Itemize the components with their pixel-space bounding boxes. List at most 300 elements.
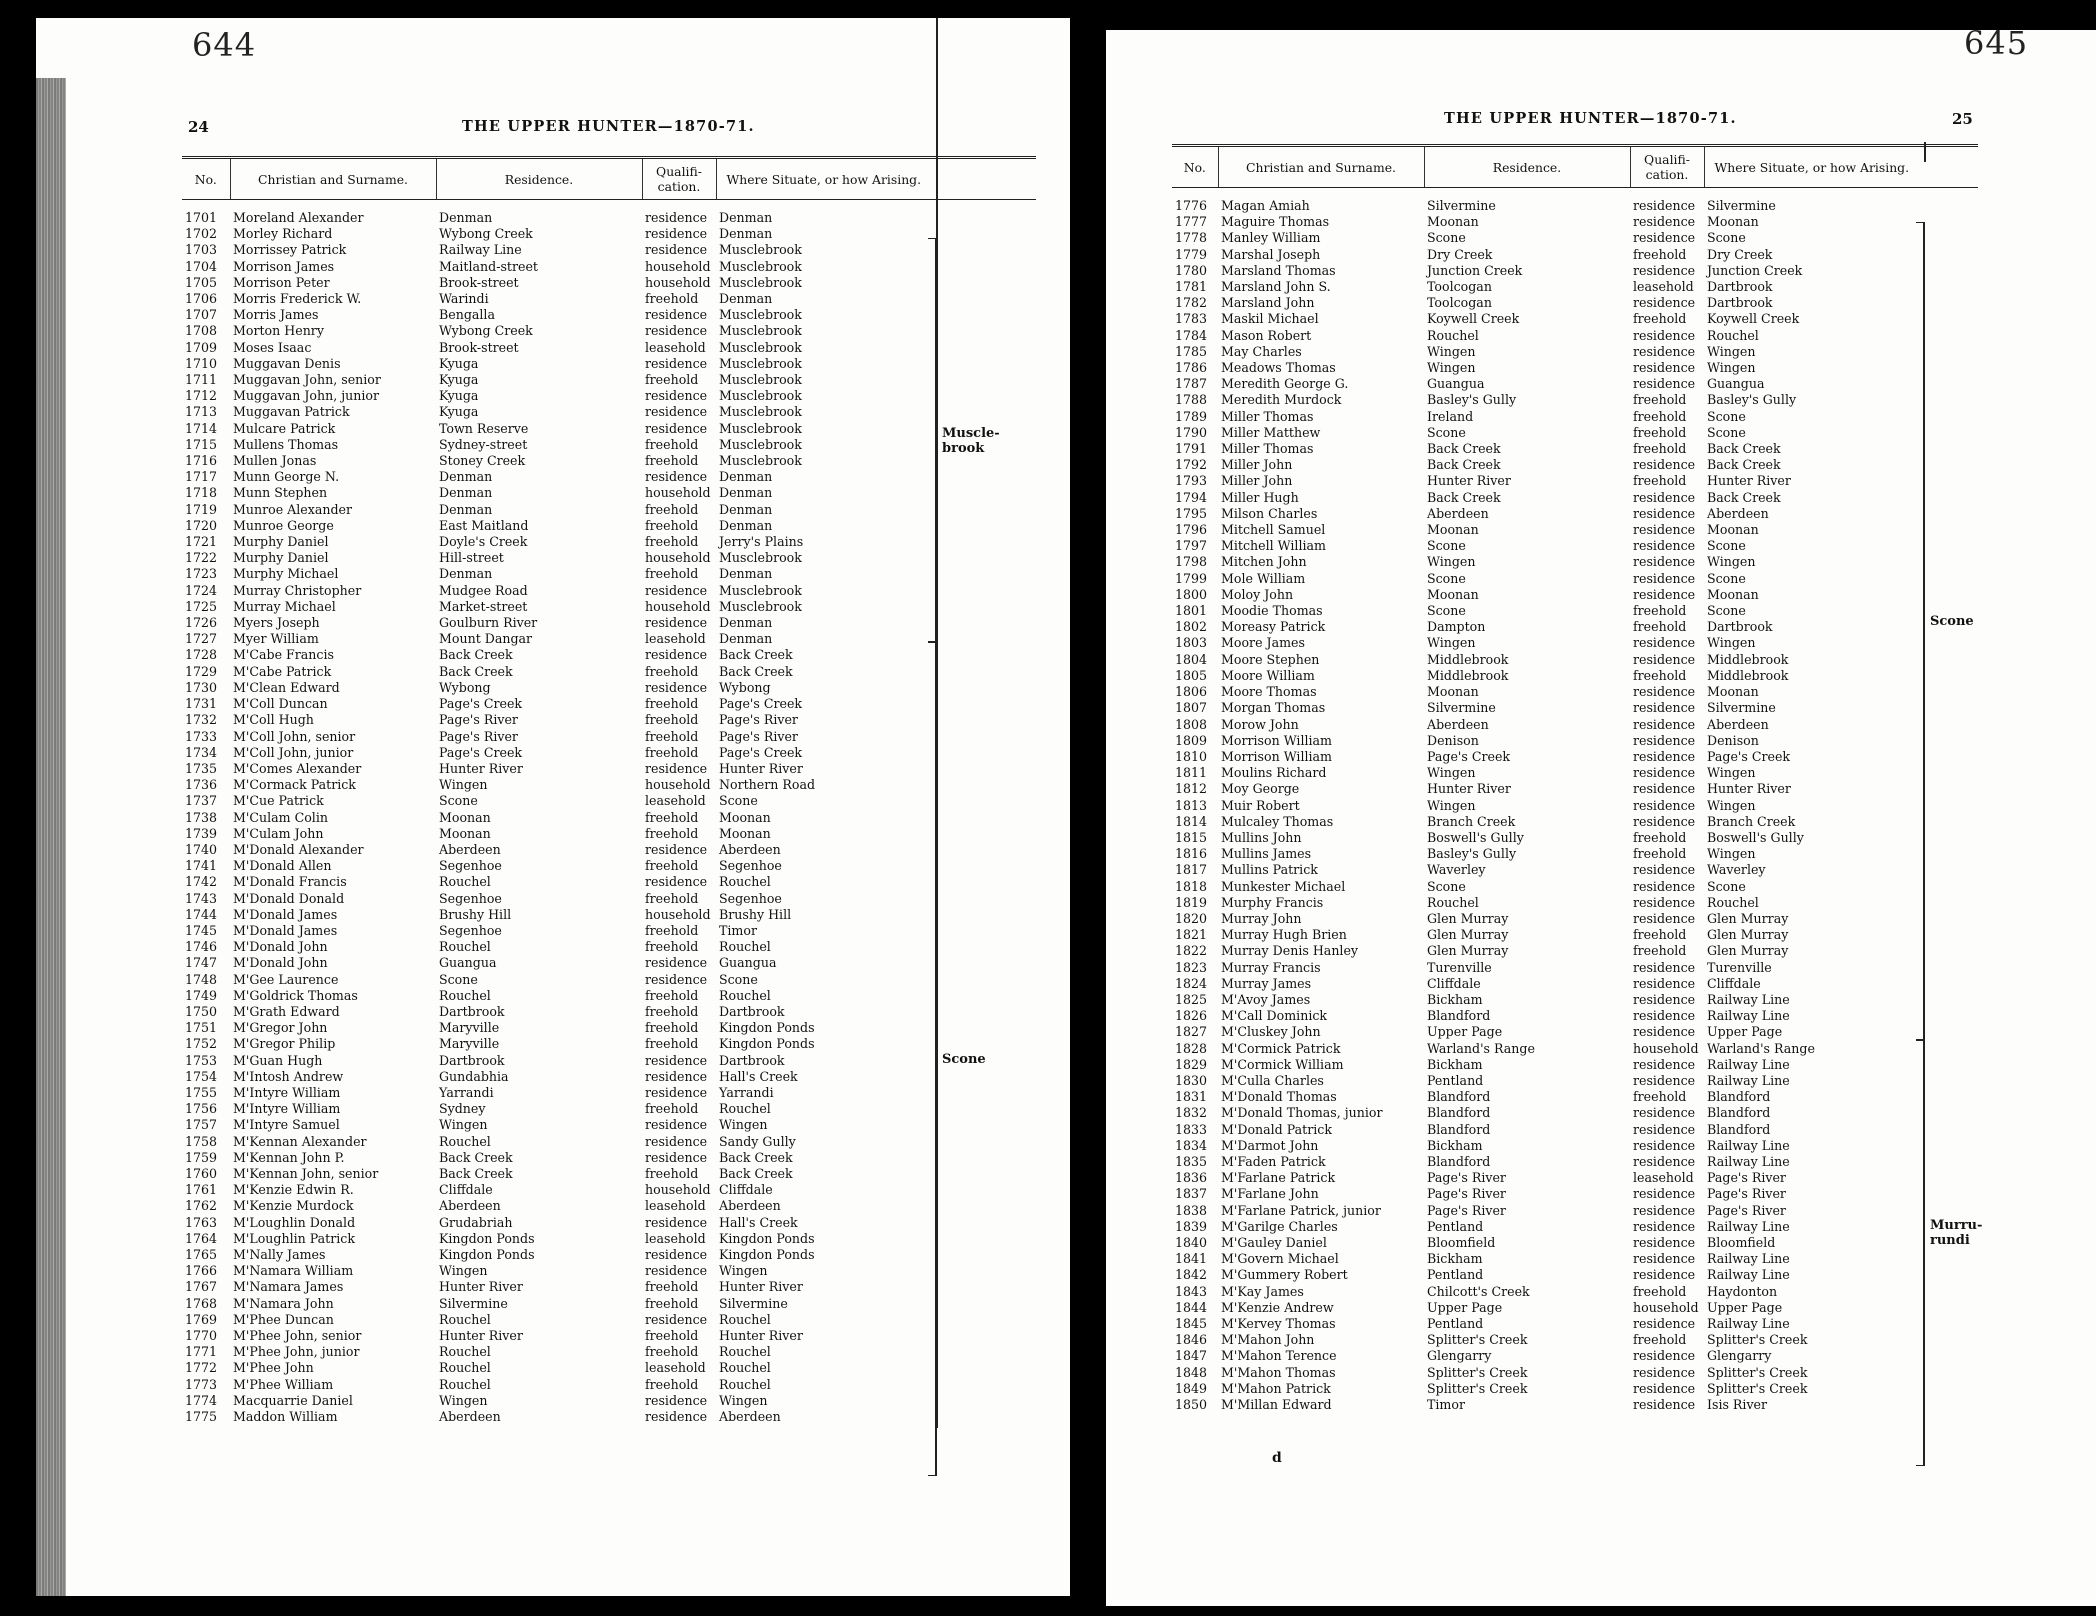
register-row	[182, 826, 1036, 842]
running-head: THE UPPER HUNTER—1870-71.	[462, 118, 755, 135]
elector-qualification: freehold	[1633, 408, 1687, 424]
elector-number: 1770	[185, 1328, 218, 1344]
elector-qualification: residence	[645, 210, 708, 225]
elector-qualification: residence	[1633, 554, 1696, 570]
register-row	[182, 1344, 1036, 1360]
elector-residence: Page's River	[439, 712, 518, 728]
elector-where-situate: Jerry's Plains	[719, 534, 804, 550]
elector-name: Morow John	[1221, 716, 1299, 732]
elector-where-situate: Musclebrook	[719, 242, 802, 258]
elector-number: 1814	[1175, 813, 1208, 829]
elector-where-situate: Denman	[719, 501, 773, 517]
elector-residence: Scone	[1427, 878, 1466, 894]
elector-residence: Blandford	[1427, 1008, 1491, 1024]
elector-number: 1823	[1175, 959, 1208, 975]
elector-residence: Hunter River	[1427, 473, 1511, 489]
elector-qualification: residence	[645, 1149, 708, 1165]
elector-residence: Moonan	[1427, 522, 1479, 538]
elector-where-situate: Sandy Gully	[719, 1133, 796, 1149]
elector-number: 1754	[185, 1068, 218, 1084]
register-row	[1172, 409, 1978, 425]
elector-where-situate: Moonan	[1707, 214, 1759, 230]
elector-residence: Aberdeen	[439, 1409, 501, 1425]
elector-name: M'Kenzie Andrew	[1221, 1299, 1334, 1315]
elector-where-situate: Rouchel	[1707, 327, 1759, 343]
elector-where-situate: Musclebrook	[719, 372, 802, 388]
elector-qualification: residence	[1633, 894, 1696, 910]
polling-bracket	[1916, 1040, 1925, 1466]
elector-qualification: residence	[1633, 1121, 1696, 1137]
elector-residence: Wingen	[439, 777, 488, 793]
register-row	[1172, 473, 1978, 489]
elector-name: M'Donald Thomas	[1221, 1089, 1337, 1105]
register-row	[1172, 1284, 1978, 1300]
elector-qualification: freehold	[645, 1165, 699, 1181]
register-row	[1172, 862, 1978, 878]
elector-qualification: freehold	[1633, 943, 1687, 959]
register-row	[182, 1231, 1036, 1247]
elector-qualification: residence	[1633, 716, 1696, 732]
register-row	[1172, 652, 1978, 668]
elector-qualification: residence	[645, 1214, 708, 1230]
elector-number: 1839	[1175, 1218, 1208, 1234]
elector-qualification: freehold	[1633, 619, 1687, 635]
elector-residence: Bickham	[1427, 991, 1483, 1007]
elector-residence: Page's Creek	[439, 744, 523, 760]
elector-qualification: freehold	[645, 712, 699, 728]
elector-where-situate: Rouchel	[1707, 894, 1759, 910]
elector-where-situate: Page's Creek	[719, 696, 803, 712]
elector-number: 1795	[1175, 505, 1208, 521]
elector-residence: Wingen	[1427, 360, 1476, 376]
elector-name: M'Avoy James	[1221, 991, 1311, 1007]
elector-name: M'Gummery Robert	[1221, 1267, 1348, 1283]
elector-qualification: residence	[1633, 360, 1696, 376]
elector-residence: Warindi	[439, 291, 489, 307]
elector-name: M'Loughlin Donald	[233, 1214, 356, 1230]
elector-name: Milson Charles	[1221, 505, 1318, 521]
register-row	[182, 1393, 1036, 1409]
register-row	[1172, 538, 1978, 554]
elector-name: M'Mahon Thomas	[1221, 1364, 1336, 1380]
register-row	[1172, 1089, 1978, 1105]
elector-qualification: residence	[1633, 327, 1696, 343]
register-row	[182, 356, 1036, 372]
register-row	[182, 680, 1036, 696]
elector-where-situate: Yarrandi	[719, 1084, 774, 1100]
elector-residence: Page's Creek	[1427, 748, 1511, 764]
elector-name: Morrison William	[1221, 748, 1332, 764]
elector-name: Miller Thomas	[1221, 408, 1314, 424]
elector-residence: Hill-street	[439, 550, 504, 566]
elector-residence: Warland's Range	[1427, 1040, 1535, 1056]
elector-qualification: residence	[645, 1052, 708, 1068]
elector-name: M'Kay James	[1221, 1283, 1304, 1299]
elector-residence: Dampton	[1427, 619, 1486, 635]
elector-name: Murphy Michael	[233, 566, 339, 582]
elector-where-situate: Railway Line	[1707, 1251, 1790, 1267]
elector-qualification: residence	[645, 226, 708, 242]
elector-where-situate: Hall's Creek	[719, 1068, 798, 1084]
elector-number: 1831	[1175, 1089, 1208, 1105]
elector-where-situate: Dry Creek	[1707, 246, 1773, 262]
elector-name: M'Farlane Patrick	[1221, 1170, 1336, 1186]
elector-qualification: residence	[645, 760, 708, 776]
register-row	[182, 372, 1036, 388]
register-row	[1172, 1073, 1978, 1089]
page-number: 25	[1952, 110, 1973, 128]
elector-qualification: residence	[645, 615, 708, 631]
elector-number: 1837	[1175, 1186, 1208, 1202]
elector-name: M'Farlane Patrick, junior	[1221, 1202, 1381, 1218]
elector-residence: Scone	[1427, 424, 1466, 440]
register-row	[1172, 1203, 1978, 1219]
col-header-residence: Residence.	[436, 158, 642, 200]
register-row	[182, 1117, 1036, 1133]
elector-where-situate: Kingdon Ponds	[719, 1036, 815, 1052]
elector-residence: Blandford	[1427, 1105, 1491, 1121]
register-row	[182, 842, 1036, 858]
elector-where-situate: Page's River	[1707, 1170, 1786, 1186]
elector-name: M'Coll Hugh	[233, 712, 314, 728]
elector-residence: Goulburn River	[439, 615, 538, 631]
elector-residence: Glengarry	[1427, 1348, 1492, 1364]
elector-residence: Moonan	[1427, 684, 1479, 700]
elector-qualification: leasehold	[1633, 1170, 1694, 1186]
elector-where-situate: Middlebrook	[1707, 667, 1789, 683]
register-row	[182, 485, 1036, 501]
elector-residence: Hunter River	[439, 1279, 523, 1295]
elector-number: 1845	[1175, 1316, 1208, 1332]
elector-qualification: residence	[1633, 1397, 1696, 1413]
register-row	[182, 858, 1036, 874]
elector-where-situate: Brushy Hill	[719, 906, 792, 922]
elector-residence: Wingen	[1427, 554, 1476, 570]
register-row	[1172, 1365, 1978, 1381]
elector-qualification: freehold	[645, 517, 699, 533]
elector-qualification: residence	[645, 1133, 708, 1149]
elector-where-situate: Glengarry	[1707, 1348, 1772, 1364]
elector-number: 1743	[185, 890, 218, 906]
elector-where-situate: Warland's Range	[1707, 1040, 1815, 1056]
elector-residence: Brook-street	[439, 339, 519, 355]
elector-number: 1749	[185, 987, 218, 1003]
elector-qualification: freehold	[1633, 1089, 1687, 1105]
elector-residence: Aberdeen	[439, 841, 501, 857]
register-row	[182, 647, 1036, 663]
register-row	[182, 583, 1036, 599]
elector-number: 1821	[1175, 927, 1208, 943]
elector-where-situate: Wingen	[1707, 554, 1756, 570]
elector-residence: Scone	[1427, 603, 1466, 619]
elector-residence: Upper Page	[1427, 1024, 1503, 1040]
elector-qualification: freehold	[1633, 927, 1687, 943]
elector-name: Marsland John	[1221, 295, 1315, 311]
register-row	[1172, 1332, 1978, 1348]
elector-number: 1739	[185, 825, 218, 841]
elector-where-situate: Guangua	[719, 955, 777, 971]
register-row	[182, 745, 1036, 761]
elector-where-situate: Rouchel	[719, 1311, 771, 1327]
elector-residence: Moonan	[1427, 214, 1479, 230]
elector-where-situate: Basley's Gully	[1707, 392, 1797, 408]
elector-qualification: household	[645, 906, 711, 922]
elector-residence: Rouchel	[1427, 894, 1479, 910]
elector-qualification: freehold	[1633, 246, 1687, 262]
elector-where-situate: Bloomfield	[1707, 1235, 1776, 1250]
elector-where-situate: Denman	[719, 210, 773, 225]
elector-where-situate: Cliffdale	[1707, 975, 1761, 991]
elector-number: 1715	[185, 436, 218, 452]
register-row	[182, 712, 1036, 728]
elector-residence: Rouchel	[439, 939, 491, 955]
elector-residence: Wingen	[439, 1263, 488, 1279]
elector-residence: Wingen	[439, 1392, 488, 1408]
elector-residence: Splitter's Creek	[1427, 1332, 1528, 1348]
elector-name: M'Intyre William	[233, 1084, 341, 1100]
register-row	[1172, 1008, 1978, 1024]
elector-qualification: freehold	[645, 1036, 699, 1052]
elector-name: Moore Thomas	[1221, 684, 1317, 700]
elector-where-situate: Wingen	[1707, 797, 1756, 813]
elector-number: 1834	[1175, 1137, 1208, 1153]
register-row	[1172, 717, 1978, 733]
elector-number: 1706	[185, 291, 218, 307]
elector-qualification: residence	[1633, 1202, 1696, 1218]
elector-name: Morley Richard	[233, 226, 333, 242]
elector-name: M'Call Dominick	[1221, 1008, 1328, 1024]
elector-name: Murphy Daniel	[233, 534, 329, 550]
elector-qualification: residence	[1633, 343, 1696, 359]
register-row	[182, 631, 1036, 647]
elector-qualification: freehold	[1633, 424, 1687, 440]
col-header-residence: Residence.	[1424, 146, 1630, 188]
elector-residence: Moonan	[439, 809, 491, 825]
elector-name: Murray Hugh Brien	[1221, 927, 1347, 943]
elector-number: 1830	[1175, 1072, 1208, 1088]
elector-where-situate: Railway Line	[1707, 1137, 1790, 1153]
elector-name: M'Goldrick Thomas	[233, 987, 358, 1003]
register-row	[182, 1312, 1036, 1328]
elector-number: 1728	[185, 647, 218, 663]
elector-where-situate: Hunter River	[719, 1279, 803, 1295]
register-row	[1172, 960, 1978, 976]
elector-where-situate: Moonan	[1707, 522, 1759, 538]
elector-number: 1786	[1175, 360, 1208, 376]
elector-qualification: residence	[1633, 1105, 1696, 1121]
elector-where-situate: Wingen	[719, 1263, 768, 1279]
elector-where-situate: Wingen	[719, 1392, 768, 1408]
register-row	[182, 1409, 1036, 1425]
elector-where-situate: Cliffdale	[719, 1182, 773, 1198]
register-row	[182, 599, 1036, 615]
elector-residence: Middlebrook	[1427, 651, 1509, 667]
elector-qualification: residence	[1633, 878, 1696, 894]
elector-where-situate: Boswell's Gully	[1707, 829, 1804, 845]
elector-name: Morrison William	[1221, 732, 1332, 748]
elector-residence: Gundabhia	[439, 1068, 509, 1084]
elector-number: 1796	[1175, 522, 1208, 538]
elector-name: M'Culam John	[233, 825, 324, 841]
elector-residence: Pentland	[1427, 1072, 1484, 1088]
binding-edge	[36, 78, 66, 1596]
elector-name: Miller John	[1221, 457, 1293, 473]
register-row	[182, 664, 1036, 680]
register-row	[1172, 425, 1978, 441]
elector-number: 1844	[1175, 1299, 1208, 1315]
elector-where-situate: Denman	[719, 485, 773, 501]
elector-qualification: residence	[1633, 1348, 1696, 1364]
elector-residence: Brook-street	[439, 274, 519, 290]
elector-name: Miller Thomas	[1221, 441, 1314, 457]
elector-where-situate: Segenhoe	[719, 890, 782, 906]
register-row	[1172, 279, 1978, 295]
elector-name: M'Mahon John	[1221, 1332, 1315, 1348]
elector-name: M'Culam Colin	[233, 809, 328, 825]
elector-residence: Denman	[439, 501, 493, 517]
elector-name: Morrison James	[233, 258, 335, 274]
register-row	[1172, 247, 1978, 263]
elector-number: 1750	[185, 1003, 218, 1019]
elector-where-situate: Segenhoe	[719, 858, 782, 874]
elector-where-situate: Musclebrook	[719, 339, 802, 355]
elector-residence: Pentland	[1427, 1218, 1484, 1234]
elector-residence: Back Creek	[439, 647, 513, 663]
elector-residence: Guangua	[1427, 376, 1485, 392]
elector-number: 1734	[185, 744, 218, 760]
elector-name: Murray Denis Hanley	[1221, 943, 1359, 959]
register-row	[1172, 879, 1978, 895]
elector-where-situate: Silvermine	[1707, 198, 1776, 213]
elector-qualification: residence	[1633, 230, 1696, 246]
register-row	[1172, 684, 1978, 700]
elector-name: Maskil Michael	[1221, 311, 1319, 327]
elector-residence: Wingen	[1427, 765, 1476, 781]
elector-name: Murray Francis	[1221, 959, 1321, 975]
elector-name: Morrison Peter	[233, 274, 330, 290]
elector-name: Murray Michael	[233, 598, 336, 614]
register-row	[182, 1328, 1036, 1344]
elector-qualification: freehold	[1633, 603, 1687, 619]
elector-qualification: residence	[645, 1392, 708, 1408]
elector-number: 1794	[1175, 489, 1208, 505]
elector-name: M'Phee John	[233, 1360, 314, 1376]
elector-where-situate: Aberdeen	[1707, 716, 1769, 732]
elector-qualification: residence	[1633, 1008, 1696, 1024]
elector-number: 1740	[185, 841, 218, 857]
elector-qualification: freehold	[645, 663, 699, 679]
elector-where-situate: Denman	[719, 517, 773, 533]
elector-qualification: leasehold	[645, 793, 706, 809]
elector-residence: Pentland	[1427, 1316, 1484, 1332]
elector-name: Macquarrie Daniel	[233, 1392, 353, 1408]
register-row	[1172, 587, 1978, 603]
elector-where-situate: Hunter River	[1707, 781, 1791, 797]
elector-name: Myers Joseph	[233, 615, 320, 631]
elector-residence: Page's River	[1427, 1170, 1506, 1186]
elector-name: M'Comes Alexander	[233, 760, 362, 776]
elector-qualification: residence	[1633, 991, 1696, 1007]
elector-where-situate: Glen Murray	[1707, 927, 1789, 943]
elector-number: 1732	[185, 712, 218, 728]
elector-residence: Denman	[439, 485, 493, 501]
elector-number: 1718	[185, 485, 218, 501]
elector-residence: Ireland	[1427, 408, 1474, 424]
elector-residence: Maryville	[439, 1020, 500, 1036]
elector-where-situate: Junction Creek	[1707, 262, 1803, 278]
register-row	[1172, 749, 1978, 765]
elector-residence: Toolcogan	[1427, 279, 1492, 295]
folio-number: 645	[1964, 30, 2029, 62]
elector-number: 1773	[185, 1376, 218, 1392]
elector-name: Murphy Daniel	[233, 550, 329, 566]
elector-number: 1711	[185, 372, 218, 388]
col-header-name: Christian and Surname.	[230, 158, 436, 200]
elector-where-situate: Upper Page	[1707, 1024, 1783, 1040]
register-row	[182, 972, 1036, 988]
elector-qualification: residence	[1633, 748, 1696, 764]
elector-where-situate: Scone	[1707, 408, 1746, 424]
register-row	[1172, 1316, 1978, 1332]
register-row	[1172, 506, 1978, 522]
elector-name: Moore James	[1221, 635, 1305, 651]
register-row	[182, 1247, 1036, 1263]
elector-name: M'Cue Patrick	[233, 793, 324, 809]
elector-where-situate: Back Creek	[719, 1149, 793, 1165]
elector-qualification: freehold	[645, 696, 699, 712]
elector-where-situate: Musclebrook	[719, 598, 802, 614]
signature-mark: d	[1272, 1450, 1282, 1466]
elector-qualification: residence	[1633, 457, 1696, 473]
elector-name: M'Mahon Terence	[1221, 1348, 1337, 1364]
elector-residence: Segenhoe	[439, 922, 502, 938]
elector-where-situate: Musclebrook	[719, 436, 802, 452]
register-row	[182, 1198, 1036, 1214]
elector-residence: Kingdon Ponds	[439, 1230, 535, 1246]
elector-number: 1826	[1175, 1008, 1208, 1024]
elector-number: 1804	[1175, 651, 1208, 667]
register-row	[182, 1360, 1036, 1376]
elector-name: Myer William	[233, 631, 319, 647]
elector-where-situate: Denman	[719, 631, 773, 647]
elector-qualification: freehold	[645, 436, 699, 452]
elector-name: M'Cormick William	[1221, 1056, 1344, 1072]
elector-name: Mullins James	[1221, 846, 1312, 862]
elector-qualification: freehold	[645, 1376, 699, 1392]
elector-number: 1710	[185, 355, 218, 371]
elector-residence: Kyuga	[439, 372, 479, 388]
elector-qualification: residence	[645, 404, 708, 420]
elector-where-situate: Aberdeen	[719, 1409, 781, 1425]
elector-qualification: residence	[1633, 1024, 1696, 1040]
elector-qualification: residence	[1633, 214, 1696, 230]
elector-number: 1817	[1175, 862, 1208, 878]
elector-where-situate: Kingdon Ponds	[719, 1247, 815, 1262]
elector-where-situate: Northern Road	[719, 777, 816, 793]
elector-number: 1701	[185, 210, 218, 225]
register-row	[182, 1166, 1036, 1182]
register-row	[1172, 392, 1978, 408]
elector-name: M'Loughlin Patrick	[233, 1230, 355, 1246]
elector-where-situate: Isis River	[1707, 1397, 1768, 1413]
elector-number: 1713	[185, 404, 218, 420]
elector-residence: Doyle's Creek	[439, 534, 528, 550]
elector-qualification: freehold	[645, 1295, 699, 1311]
elector-where-situate: Glen Murray	[1707, 943, 1789, 959]
elector-residence: Stoney Creek	[439, 453, 526, 469]
register-row	[182, 242, 1036, 258]
elector-residence: Rouchel	[439, 1311, 491, 1327]
